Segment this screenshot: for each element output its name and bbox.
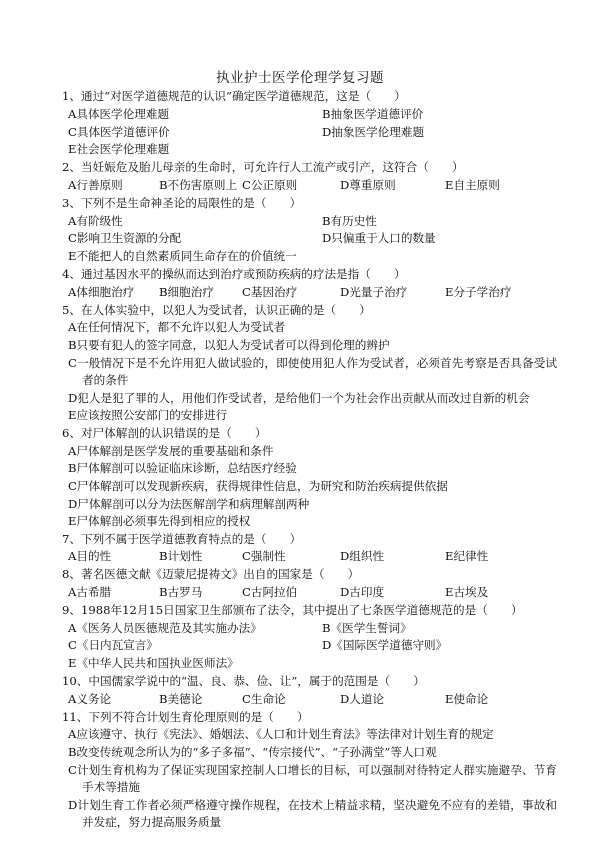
question-stem: 10、中国儒家学说中的“温、良、恭、俭、让”，属于的范围是（ ） xyxy=(62,674,425,689)
option-d: D只偏重于人口的数量 xyxy=(322,231,436,246)
question-stem: 6、对尸体解剖的认识错误的是（ ） xyxy=(62,425,267,440)
option-e: E自主原则 xyxy=(445,177,500,192)
option-c: C具体医学道德评价 xyxy=(68,124,170,139)
option-a: A目的性 xyxy=(68,549,112,564)
question-list xyxy=(62,88,557,832)
option-b: B古罗马 xyxy=(159,585,203,600)
option-b: B有历史性 xyxy=(322,213,377,228)
option-c: C影响卫生资源的分配 xyxy=(68,231,182,246)
question-stem: 4、通过基因水平的操纵而达到治疗或预防疾病的疗法是指（ ） xyxy=(62,266,406,281)
option-a: A在任何情况下，都不允许以犯人为受试者 xyxy=(68,320,286,335)
option-d: D人道论 xyxy=(340,691,385,706)
option-d: D抽象医学伦理难题 xyxy=(322,124,425,139)
option-c: C一般情况下是不允许用犯人做试验的，即使使用犯人作为受试者，必须首先考察是否具备受试者的条件 xyxy=(68,355,557,388)
option-a: A尸体解剖是医学发展的重要基础和条件 xyxy=(68,443,274,458)
options-row xyxy=(62,548,557,566)
options-row xyxy=(62,213,557,231)
option-a: A应该遵守、执行《宪法》、婚姻法、《人口和计划生育法》等法律对计划生育的规定 xyxy=(68,727,494,742)
options-row xyxy=(62,106,557,124)
question-stem: 11、下列不符合计划生育伦理原则的是（ ） xyxy=(62,709,309,724)
question-stem: 9、1988年12月15日国家卫生部颁布了法令，其中提出了七条医学道德规范的是（ ） xyxy=(62,602,523,617)
question-8 xyxy=(62,566,557,602)
option-d: D组织性 xyxy=(340,549,385,564)
option-a: A义务论 xyxy=(68,691,112,706)
question-2 xyxy=(62,159,557,195)
question-4 xyxy=(62,266,557,302)
option-a: A《医务人员医德规范及其实施办法》 xyxy=(68,620,262,635)
option-c: C计划生育机构为了保证实现国家控制人口增长的目标，可以强制对待特定人群实施避孕、节育手术等措施 xyxy=(68,762,557,795)
option-a: A具体医学伦理难题 xyxy=(68,106,170,121)
options-row xyxy=(62,284,557,302)
option-b: B美德论 xyxy=(159,691,203,706)
option-a: A古希腊 xyxy=(68,585,112,600)
options-row xyxy=(62,230,557,248)
option-d: D古印度 xyxy=(340,585,385,600)
options-row xyxy=(62,620,557,638)
option-c: C生命论 xyxy=(242,691,286,706)
option-b: B计划性 xyxy=(159,549,203,564)
option-c: C《日内瓦宣言》 xyxy=(68,638,159,653)
option-d: D光量子治疗 xyxy=(340,284,408,299)
options-row xyxy=(62,637,557,655)
question-stem: 2、当妊娠危及胎儿母亲的生命时，可允许行人工流产或引产，这符合（ ） xyxy=(62,160,464,175)
option-c: C基因治疗 xyxy=(242,284,298,299)
question-9 xyxy=(62,602,557,673)
option-c: C强制性 xyxy=(242,549,286,564)
option-c: C古阿拉伯 xyxy=(242,585,298,600)
option-a: A行善原则 xyxy=(68,177,123,192)
option-d: D尊重原则 xyxy=(340,177,396,192)
option-d: D《国际医学道德守则》 xyxy=(322,638,448,653)
options-row xyxy=(62,655,557,673)
option-b: B《医学生誓词》 xyxy=(322,620,412,635)
options-row xyxy=(62,124,557,142)
question-stem: 7、下列不属于医学道德教育特点的是（ ） xyxy=(62,531,302,546)
options-row xyxy=(62,141,557,159)
option-a: A体细胞治疗 xyxy=(68,284,135,299)
question-10 xyxy=(62,673,557,709)
options-row xyxy=(62,691,557,709)
option-b: B不伤害原则上 xyxy=(159,177,238,192)
option-b: B尸体解剖可以验证临床诊断，总结医疗经验 xyxy=(68,461,297,476)
question-stem: 1、通过“对医学道德规范的认识”确定医学道德规范，这是（ ） xyxy=(62,89,406,103)
option-d: D尸体解剖可以分为法医解剖学和病理解剖两种 xyxy=(68,496,310,511)
options-row xyxy=(62,584,557,602)
option-e: E使命论 xyxy=(445,691,489,706)
option-c: C尸体解剖可以发现新疾病，获得规律性信息，为研究和防治疾病提供依据 xyxy=(68,478,448,493)
option-b: B抽象医学道德评价 xyxy=(322,106,424,121)
question-stem: 8、著名医德文献《迈蒙尼提祷文》出自的国家是（ ） xyxy=(62,567,360,582)
option-e: E应该按照公安部门的安排进行 xyxy=(68,408,228,423)
question-stem: 3、下列不是生命神圣论的局限性的是（ ） xyxy=(62,195,302,210)
option-e: E社会医学伦理难题 xyxy=(68,142,170,157)
option-b: B只要有犯人的签字同意，以犯人为受试者可以得到伦理的辨护 xyxy=(68,337,390,352)
option-e: E纪律性 xyxy=(445,549,489,564)
question-7 xyxy=(62,531,557,567)
option-e: E分子学治疗 xyxy=(445,284,512,299)
question-5 xyxy=(62,302,557,425)
question-6 xyxy=(62,425,557,531)
options-row xyxy=(62,248,557,266)
option-e: E《中华人民共和国执业医师法》 xyxy=(68,656,239,671)
question-11 xyxy=(62,709,557,832)
option-e: E不能把人的自然素质同生命存在的价值统一 xyxy=(68,249,297,264)
option-d: D犯人是犯了罪的人，用他们作受试者，是给他们一个为社会作出贡献从而改过自新的机会 xyxy=(68,390,530,405)
question-3 xyxy=(62,195,557,266)
option-b: B改变传统观念所认为的“多子多福”、“传宗接代”、“子孙满堂”等人口观 xyxy=(68,745,437,760)
option-c: C公正原则 xyxy=(242,177,298,192)
option-b: B细胞治疗 xyxy=(159,284,214,299)
question-1 xyxy=(62,88,557,159)
option-e: E尸体解剖必须事先得到相应的授权 xyxy=(68,514,251,529)
question-stem: 5、在人体实验中，以犯人为受试者，认识正确的是（ ） xyxy=(62,302,371,317)
document-title: 执业护士医学伦理学复习题 xyxy=(216,70,384,86)
option-a: A有阶级性 xyxy=(68,213,123,228)
options-row xyxy=(62,177,557,195)
option-d: D计划生育工作者必须严格遵守操作规程，在技术上精益求精，坚决避免不应有的差错，事故和并发症，努力提高服务质量 xyxy=(68,797,557,830)
option-e: E古埃及 xyxy=(445,585,489,600)
